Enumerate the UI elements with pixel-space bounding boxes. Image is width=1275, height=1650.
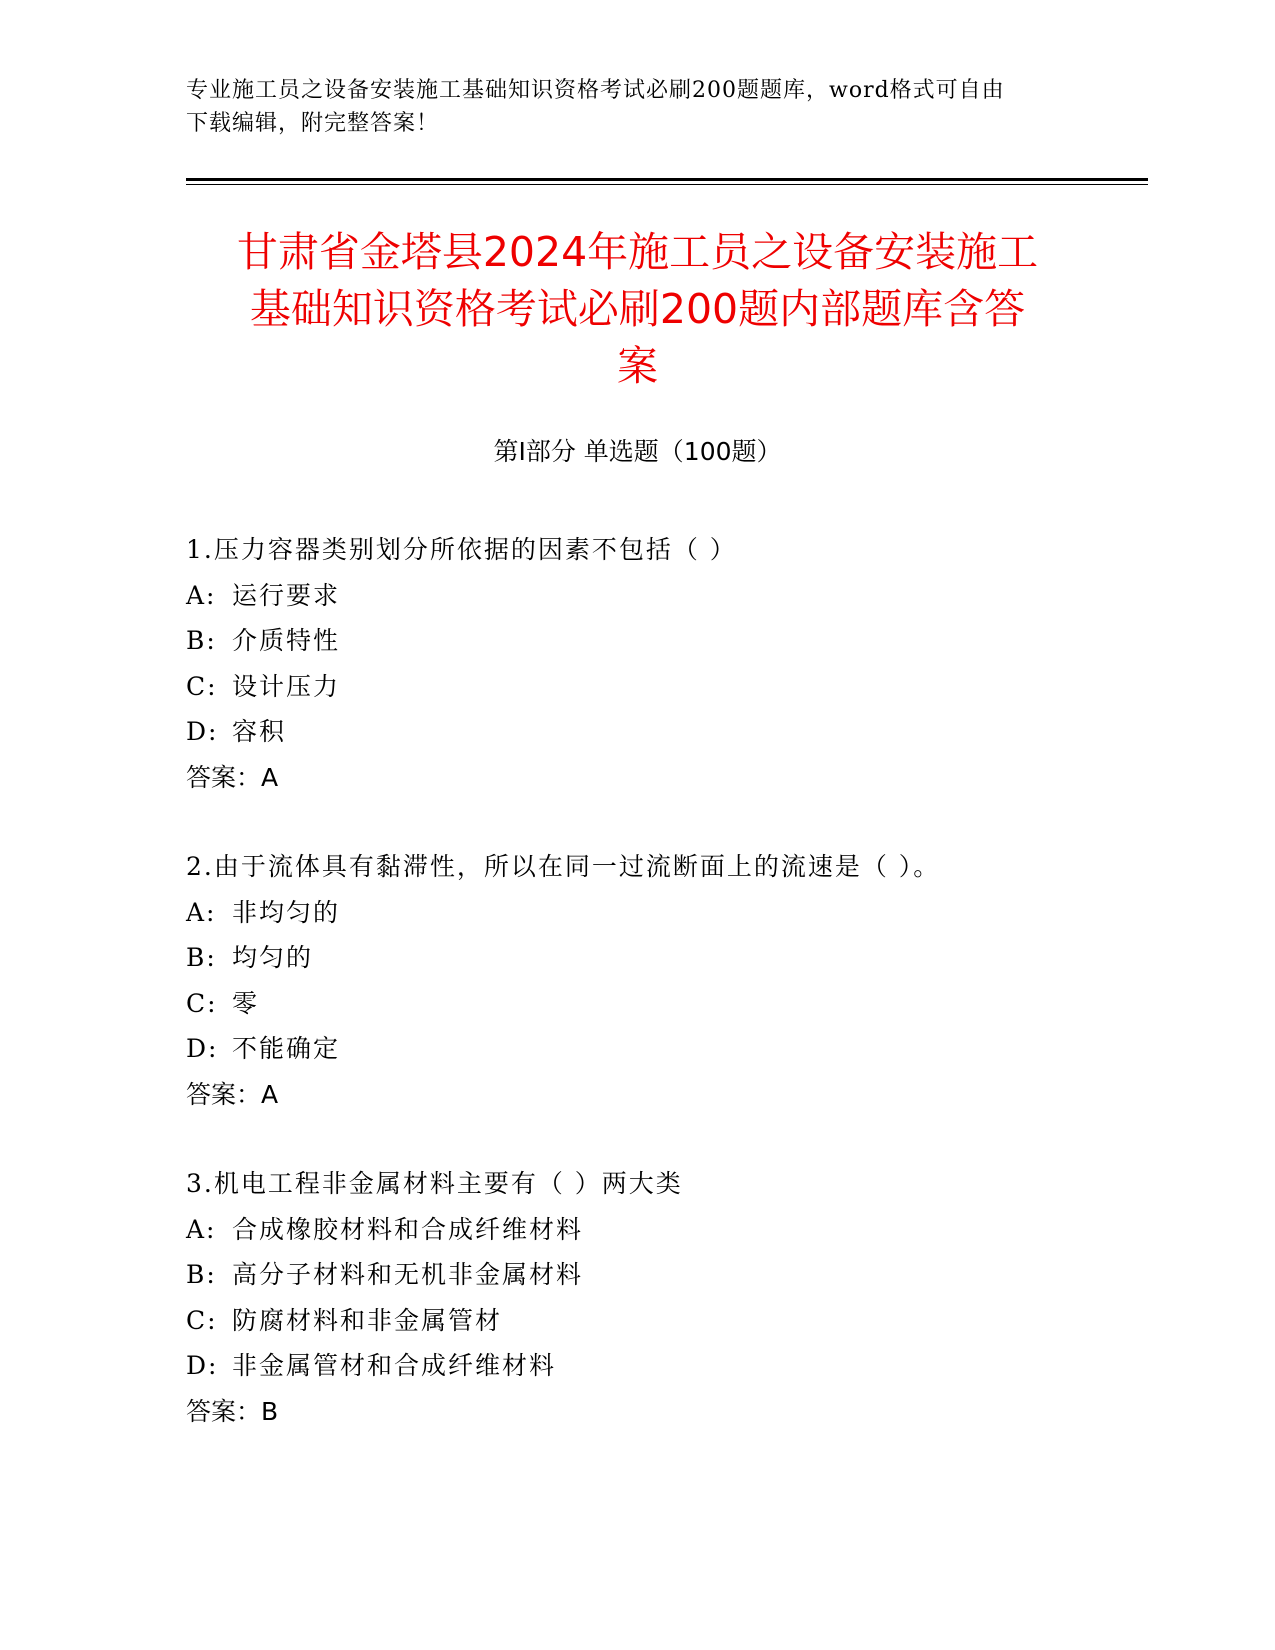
title-line-3: 案 — [617, 342, 658, 390]
option-text: 运行要求 — [232, 580, 341, 610]
option-a — [186, 573, 1146, 619]
header-divider-thick — [186, 178, 1148, 181]
option-b — [186, 618, 1146, 664]
option-letter: D: — [186, 717, 219, 746]
answer-line: 答案：A — [186, 1079, 279, 1109]
section-heading: 第Ⅰ部分 单选题（100题） — [493, 437, 782, 466]
option-text: 设计压力 — [232, 671, 341, 701]
option-d — [186, 1026, 1146, 1072]
option-text: 均匀的 — [232, 943, 314, 972]
option-letter: C: — [186, 671, 218, 701]
option-text: 介质特性 — [232, 626, 341, 655]
intro-line-1: 专业施工员之设备安装施工基础知识资格考试必刷200题题库，word格式可自由 — [186, 78, 1005, 103]
option-text: 不能确定 — [232, 1034, 341, 1063]
option-letter: C: — [186, 1305, 218, 1335]
title-line-1: 甘肃省金塔县2024年施工员之设备安装施工 — [236, 228, 1039, 276]
option-letter: C: — [186, 988, 218, 1018]
option-b — [186, 1252, 1146, 1298]
option-letter: B: — [186, 943, 217, 972]
document-title — [160, 224, 1115, 395]
question-1 — [186, 527, 1146, 800]
option-d — [186, 1343, 1146, 1389]
answer-line: 答案：A — [186, 762, 279, 792]
option-letter: A: — [186, 1214, 217, 1244]
intro-line-2: 下载编辑，附完整答案！ — [186, 111, 440, 136]
option-a — [186, 1207, 1146, 1253]
option-b — [186, 935, 1146, 981]
header-divider-thin — [186, 184, 1148, 185]
option-text: 容积 — [232, 717, 287, 746]
option-c — [186, 981, 1146, 1027]
option-letter: D: — [186, 1351, 219, 1380]
question-3 — [186, 1161, 1146, 1434]
option-a — [186, 890, 1146, 936]
option-c — [186, 1298, 1146, 1344]
question-2 — [186, 844, 1146, 1117]
option-letter: A: — [186, 580, 217, 610]
option-text: 防腐材料和非金属管材 — [232, 1305, 503, 1335]
option-letter: B: — [186, 626, 217, 655]
option-d — [186, 709, 1146, 755]
question-stem: 2.由于流体具有黏滞性，所以在同一过流断面上的流速是（ ）。 — [186, 852, 941, 881]
question-list — [186, 527, 1146, 1478]
answer-line: 答案：B — [186, 1396, 279, 1426]
option-letter: A: — [186, 897, 217, 927]
option-letter: D: — [186, 1034, 219, 1063]
question-stem: 1.压力容器类别划分所依据的因素不包括（ ） — [186, 535, 737, 564]
title-line-2: 基础知识资格考试必刷200题内部题库含答 — [249, 285, 1026, 333]
option-text: 零 — [232, 988, 260, 1018]
option-text: 高分子材料和无机非金属材料 — [232, 1260, 584, 1289]
option-letter: B: — [186, 1260, 217, 1289]
option-text: 非均匀的 — [232, 897, 341, 927]
question-stem: 3.机电工程非金属材料主要有（ ）两大类 — [186, 1169, 683, 1198]
option-c — [186, 664, 1146, 710]
option-text: 非金属管材和合成纤维材料 — [232, 1351, 557, 1380]
option-text: 合成橡胶材料和合成纤维材料 — [232, 1214, 584, 1244]
intro-text — [186, 74, 1086, 140]
